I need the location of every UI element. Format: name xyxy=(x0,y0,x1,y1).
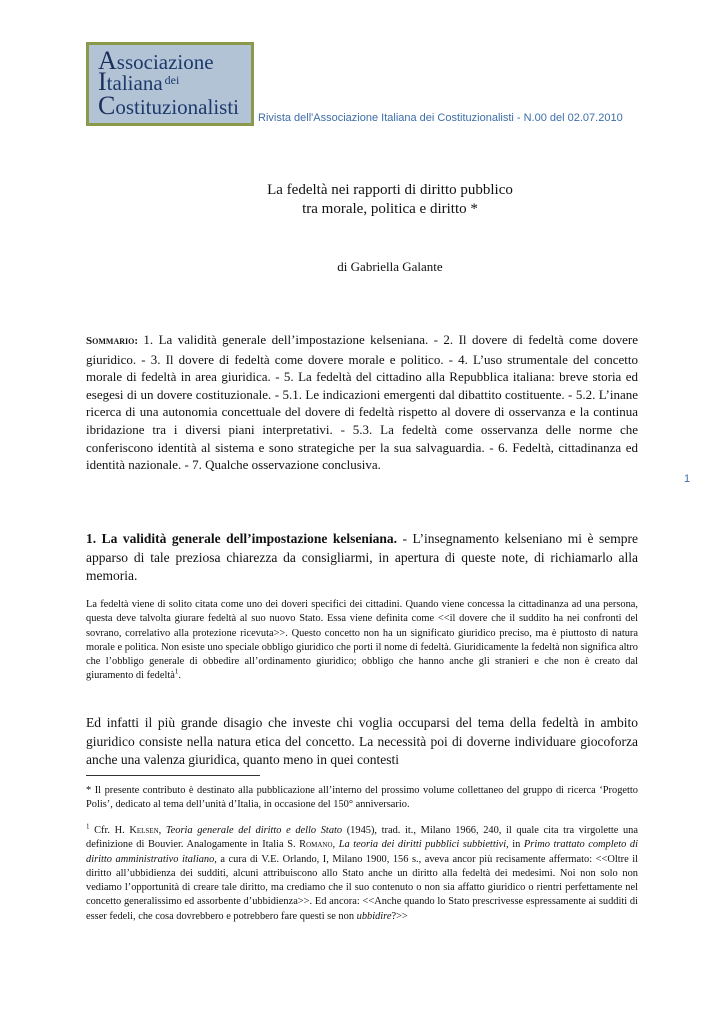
footnote-divider xyxy=(86,775,260,776)
journal-header: Rivista dell'Associazione Italiana dei Costituzionalisti - N.00 del 02.07.2010 xyxy=(258,112,623,124)
logo-line-1: Associazione xyxy=(98,46,214,75)
fn1-ubbidire: ubbidire xyxy=(356,910,392,922)
section-1-text: - L’insegnamento kelseniano mi è sempre apparso di tale preziosa chiarezza da consigliarmi, in apertura di queste note, di richiamarlo alla memoria. xyxy=(86,531,638,583)
fn1-author-kelsen: Kelsen xyxy=(129,825,159,836)
fn1-text-d: , xyxy=(332,839,339,851)
title-line-1: La fedeltà nei rapporti di diritto pubblico xyxy=(267,182,513,198)
quote-text: La fedeltà viene di solito citata come uno dei doveri specifici dei cittadini. Quando viene concessa la cittadinanza ad una persona, questa deve talvolta giurare fedeltà al suo nuovo Stato. Essa viene definita come <<il dovere che il suddito ha nei confronti del sovrano, correlativo alla protezione ricevuta>>. Questo concetto non ha un significato giuridico preciso, ma è piuttosto di natura morale e politica. Non esiste uno speciale obbligo giuridico che porti il nome di fedeltà. Giuridicamente la fedeltà non significa altro che l’obbligo generale di obbedire all’ordinamento giuridico; obbligo che hanno anche gli stranieri e che non è creato dal giuramento di fedeltà xyxy=(86,599,638,682)
footnote-1-number: 1 xyxy=(86,822,90,831)
section-1-paragraph xyxy=(86,530,638,586)
quote-end: . xyxy=(178,670,181,682)
block-quote xyxy=(86,598,638,684)
logo-line-2: Italiana $^{dei}$ xyxy=(98,67,180,96)
summary xyxy=(86,331,638,474)
footnote-1 xyxy=(86,824,638,924)
summary-label: Sommario: xyxy=(86,335,138,347)
fn1-text-c: (1945), trad. it., Milano 1966, 240, il quale cita tra virgolette una definizione di Bouvier. Analogamente in Italia S. xyxy=(86,825,638,851)
fn1-text-e: , in xyxy=(506,839,524,851)
fn1-text-f: , a cura di V.E. Orlando, I, Milano 1900, 156 s., aveva ancor più recisamente affermato: <<Oltre il diritto all’ubbidienza dei sudditi, alcuni attribuiscono allo Stato anche un diritto alla fedeltà dei medesimi. Noi non solo non vediamo l’opportunità di creare tale diritto, ma crediamo che il suo contenuto o non sia affatto giuridico o rientri perfettamente nel concetto generalissimo ed assorbente d’ubbidienza>>. Ed ancora: <<Anche quando lo Stato prescrivesse espressamente ai sudditi di esser fedeli, che cosa dovrebbero e potrebbero fare questi se non xyxy=(86,853,638,922)
association-logo xyxy=(86,42,254,126)
page-number: 1 xyxy=(684,473,691,485)
fn1-book-2: La teoria dei diritti pubblici subbiettivi xyxy=(338,839,507,851)
footnote-ref-1[interactable]: 1 xyxy=(174,668,179,677)
fn1-book-1: Teoria generale del diritto e dello Stato xyxy=(165,825,343,836)
logo-line-3: Costituzionalisti xyxy=(98,91,240,120)
article-title xyxy=(160,181,620,219)
fn1-text-b: , xyxy=(158,825,166,836)
body-paragraph: Ed infatti il più grande disagio che investe chi voglia occuparsi del tema della fedeltà in ambito giuridico consiste nella natura etica del concetto. La necessità poi di doverne individuare giocoforza anche una valenza giuridica, quanto meno in quei contesti xyxy=(86,715,638,767)
fn1-text-a: Cfr. H. xyxy=(89,825,130,836)
author-line: di Gabriella Galante xyxy=(337,259,443,274)
fn1-author-romano: Romano xyxy=(299,839,333,851)
title-line-2: tra morale, politica e diritto * xyxy=(302,201,478,217)
fn1-book-3: Primo trattato completo di diritto amministrativo italiano xyxy=(86,839,638,865)
section-1-heading: 1. La validità generale dell’impostazione kelseniana. xyxy=(86,531,398,546)
footnote-star: * Il presente contributo è destinato alla pubblicazione all’interno del prossimo volume collettaneo del gruppo di ricerca ‘Progetto Polis’, dedicato al tema dell’unità d’Italia, in occasione del 150° anniversario. xyxy=(86,785,638,811)
fn1-text-g: ?>> xyxy=(391,910,408,922)
summary-text: 1. La validità generale dell’impostazione kelseniana. - 2. Il dovere di fedeltà come dovere giuridico. - 3. Il dovere di fedeltà come dovere morale e politico. - 4. L’uso strumentale del concetto morale di fedeltà in area giuridica. - 5. La fedeltà del cittadino alla Repubblica italiana: breve storia ed esegesi di un dovere costituzionale. - 5.1. Le indicazioni emergenti dal dibattito costituente. - 5.2. L’inane ricerca di una autonomia concettuale del dovere di fedeltà rispetto al dovere di osservanza e la continua ibridazione tra i diversi piani interpretativi. - 5.3. La fedeltà come osservanza delle norme che conferiscono identità al sistema e sono strategiche per la sua salvaguardia. - 6. Fedeltà, cittadinanza ed identità nazionale. - 7. Qualche osservazione conclusiva. xyxy=(86,332,638,473)
